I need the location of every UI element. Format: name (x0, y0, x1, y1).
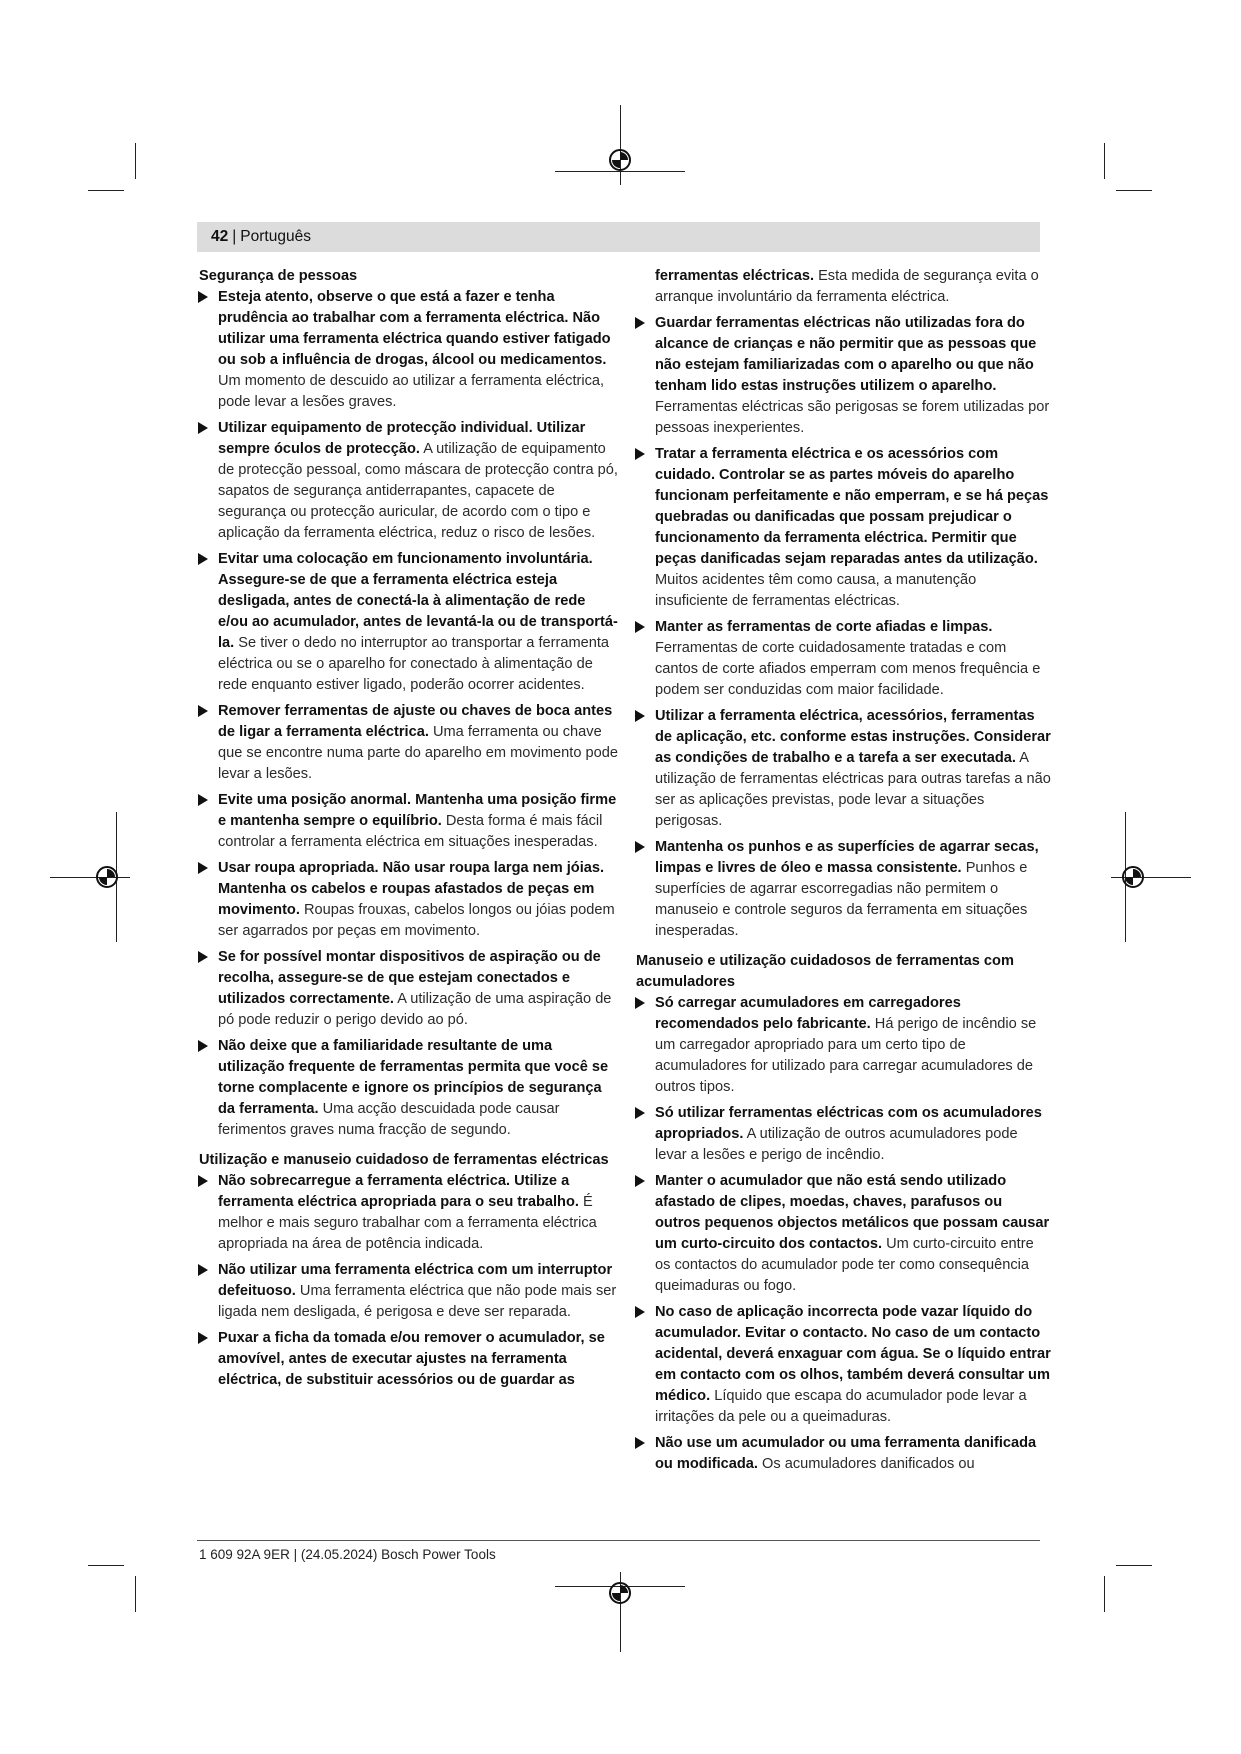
bullet-triangle-icon (198, 1332, 208, 1344)
right-column (636, 266, 1051, 1480)
item-bold-text: Guardar ferramentas eléctricas não utilizadas fora do alcance de crianças e não permitir que as pessoas que não estejam familiarizadas com o aparelho ou que não tenham lido estas instruções utilizem o aparelho. (655, 315, 1037, 394)
list-item (199, 858, 619, 942)
item-text: Os acumuladores danificados ou (762, 1456, 975, 1472)
bullet-triangle-icon (198, 794, 208, 806)
item-bold-text: Puxar a ficha da tomada e/ou remover o acumulador, se amovível, antes de executar ajustes na ferramenta eléctrica, de substituir acessórios ou de guardar as (218, 1330, 605, 1388)
bullet-triangle-icon (635, 1437, 645, 1449)
item-bold-text: Evite uma posição anormal. Mantenha uma posição firme e mantenha sempre o equilíbrio. (218, 792, 617, 829)
section-title: Manuseio e utilização cuidadosos de ferramentas com acumuladores (636, 953, 1014, 990)
item-bold-text: Não deixe que a familiaridade resultante de uma utilização frequente de ferramentas permita que você se torne complacente e ignore os princípios de segurança da ferramenta. (218, 1038, 609, 1117)
bullet-triangle-icon (198, 862, 208, 874)
item-bold-text: No caso de aplicação incorrecta pode vazar líquido do acumulador. Evitar o contacto. No caso de um contacto acidental, deverá enxaguar com água. Se o líquido entrar em contacto com os olhos, também deverá consultar um médico. (655, 1304, 1051, 1404)
crop-mark (1104, 1576, 1105, 1612)
item-text: É melhor e mais seguro trabalhar com a ferramenta eléctrica apropriada na área de potência indicada. (218, 1194, 597, 1252)
item-bold-text: Não utilizar uma ferramenta eléctrica com um interruptor defeituoso. (218, 1262, 613, 1299)
bullet-triangle-icon (635, 448, 645, 460)
list-item (636, 1171, 1051, 1297)
registration-line (620, 105, 621, 185)
bullet-triangle-icon (635, 997, 645, 1009)
list-item (199, 1171, 619, 1255)
section-title: Utilização e manuseio cuidadoso de ferramentas eléctricas (199, 1152, 609, 1168)
item-bold-text: Se for possível montar dispositivos de aspiração ou de recolha, assegure-se de que estejam conectados e utilizados correctamente. (218, 949, 601, 1007)
footer-text: 1 609 92A 9ER | (24.05.2024) Bosch Power Tools (199, 1547, 496, 1562)
page-header (197, 222, 1040, 252)
list-item (636, 837, 1051, 942)
item-bold-text: Tratar a ferramenta eléctrica e os acessórios com cuidado. Controlar se as partes móveis do aparelho funcionam perfeitamente e não emperram, e se há peças quebradas ou danificadas que possam prejudicar o funcionamento da ferramenta eléctrica. Permitir que peças danificadas sejam reparadas antes da utilização. (655, 446, 1049, 567)
item-text: A utilização de ferramentas eléctricas para outras tarefas a não ser as aplicações previstas, pode levar a situações perigosas. (655, 750, 1051, 829)
item-bold-text: Utilizar equipamento de protecção individual. Utilizar sempre óculos de protecção. (218, 420, 586, 457)
list-item (636, 313, 1051, 439)
item-bold-text: Só utilizar ferramentas eléctricas com os acumuladores apropriados. (655, 1105, 1042, 1142)
item-text: Muitos acidentes têm como causa, a manutenção insuficiente de ferramentas eléctricas. (655, 572, 977, 609)
page-number: 42 (211, 228, 229, 245)
list-item (636, 617, 1051, 701)
registration-mark-icon (607, 147, 633, 173)
list-item (636, 993, 1051, 1098)
crop-mark (135, 1576, 136, 1612)
continued-paragraph (636, 266, 1051, 308)
item-bold-text: Manter o acumulador que não está sendo utilizado afastado de clipes, moedas, chaves, parafusos ou outros pequenos objectos metálicos que possam causar um curto-circuito dos contactos. (655, 1173, 1050, 1252)
item-bold-text: ferramentas eléctricas. (655, 268, 815, 284)
list-item (199, 1260, 619, 1323)
item-text: A utilização de equipamento de protecção pessoal, como máscara de protecção contra pó, sapatos de segurança antiderrapantes, capacete de segurança ou protecção auricular, de acordo com o tipo e aplicação da ferramenta eléctrica, reduz o risco de lesões. (218, 441, 618, 541)
item-text: A utilização de uma aspiração de pó pode reduzir o perigo devido ao pó. (218, 991, 612, 1028)
item-bold-text: Não sobrecarregue a ferramenta eléctrica. Utilize a ferramenta eléctrica apropriada para o seu trabalho. (218, 1173, 579, 1210)
bullet-triangle-icon (635, 1175, 645, 1187)
bullet-triangle-icon (198, 1175, 208, 1187)
list-item (199, 418, 619, 544)
list-item (199, 287, 619, 413)
item-text: A utilização de outros acumuladores pode levar a lesões e perigo de incêndio. (655, 1126, 1018, 1163)
bullet-triangle-icon (635, 1306, 645, 1318)
bullet-triangle-icon (198, 1264, 208, 1276)
item-text: Líquido que escapa do acumulador pode levar a irritações da pele ou a queimaduras. (655, 1388, 1027, 1425)
item-text: Uma ferramenta ou chave que se encontre numa parte do aparelho em movimento pode levar a lesões. (218, 724, 618, 782)
header-separator: | (232, 228, 237, 245)
crop-mark (135, 143, 136, 179)
list-item (636, 1103, 1051, 1166)
item-text: Roupas frouxas, cabelos longos ou jóias podem ser agarrados por peças em movimento. (218, 902, 615, 939)
section-title: Segurança de pessoas (199, 268, 358, 284)
crop-mark (1116, 190, 1152, 191)
registration-mark-icon (607, 1580, 633, 1606)
list-item (199, 1328, 619, 1391)
list-item (636, 706, 1051, 832)
registration-mark-icon (94, 864, 120, 890)
bullet-triangle-icon (635, 710, 645, 722)
bullet-triangle-icon (635, 1107, 645, 1119)
item-text: Ferramentas eléctricas são perigosas se forem utilizadas por pessoas inexperientes. (655, 399, 1050, 436)
bullet-triangle-icon (635, 841, 645, 853)
bullet-triangle-icon (635, 621, 645, 633)
list-item (199, 549, 619, 696)
header-language: Português (240, 228, 311, 245)
bullet-triangle-icon (198, 553, 208, 565)
list-item (199, 701, 619, 785)
list-item (199, 1036, 619, 1141)
item-text: Punhos e superfícies de agarrar escorregadias não permitem o manuseio e controle seguros da ferramenta em situações inesperadas. (655, 860, 1028, 939)
item-bold-text: Não use um acumulador ou uma ferramenta danificada ou modificada. (655, 1435, 1037, 1472)
left-column (199, 266, 619, 1396)
item-bold-text: Utilizar a ferramenta eléctrica, acessórios, ferramentas de aplicação, etc. conforme estas instruções. Considerar as condições de trabalho e a tarefa a ser executada. (655, 708, 1051, 766)
registration-mark-icon (1120, 864, 1146, 890)
item-text: Há perigo de incêndio se um carregador apropriado para um certo tipo de acumuladores for utilizado para carregar acumuladores de outros tipos. (655, 1016, 1037, 1095)
item-bold-text: Usar roupa apropriada. Não usar roupa larga nem jóias. Mantenha os cabelos e roupas afastados de peças em movimento. (218, 860, 605, 918)
item-text: Se tiver o dedo no interruptor ao transportar a ferramenta eléctrica ou se o aparelho for conectado à alimentação de rede enquanto estiver ligado, poderão ocorrer acidentes. (218, 635, 610, 693)
list-item (199, 947, 619, 1031)
item-bold-text: Evitar uma colocação em funcionamento involuntária. Assegure-se de que a ferramenta eléctrica esteja desligada, antes de conectá-la à alimentação de rede e/ou ao acumulador, antes de levantá-la ou de transportá-la. (218, 551, 618, 651)
item-bold-text: Remover ferramentas de ajuste ou chaves de boca antes de ligar a ferramenta eléctrica. (218, 703, 613, 740)
bullet-triangle-icon (198, 951, 208, 963)
item-text: Uma acção descuidada pode causar ferimentos graves numa fracção de segundo. (218, 1101, 560, 1138)
list-item (636, 444, 1051, 612)
item-bold-text: Esteja atento, observe o que está a fazer e tenha prudência ao trabalhar com a ferramenta eléctrica. Não utilizar uma ferramenta eléctrica quando estiver fatigado ou sob a influência de drogas, álcool ou medicamentos. (218, 289, 611, 368)
item-bold-text: Só carregar acumuladores em carregadores recomendados pelo fabricante. (655, 995, 961, 1032)
crop-mark (1116, 1565, 1152, 1566)
item-bold-text: Manter as ferramentas de corte afiadas e limpas. (655, 619, 993, 635)
item-text: Um momento de descuido ao utilizar a ferramenta eléctrica, pode levar a lesões graves. (218, 373, 605, 410)
footer-divider (197, 1540, 1040, 1541)
bullet-triangle-icon (635, 317, 645, 329)
crop-mark (88, 1565, 124, 1566)
item-text: Ferramentas de corte cuidadosamente tratadas e com cantos de corte afiados emperram com menos frequência e podem ser conduzidas com maior facilidade. (655, 640, 1041, 698)
bullet-triangle-icon (198, 291, 208, 303)
bullet-triangle-icon (198, 1040, 208, 1052)
item-text: Um curto-circuito entre os contactos do acumulador pode ter como consequência queimaduras ou fogo. (655, 1236, 1034, 1294)
crop-mark (88, 190, 124, 191)
list-item (199, 790, 619, 853)
crop-mark (1104, 143, 1105, 179)
item-text: Uma ferramenta eléctrica que não pode mais ser ligada nem desligada, é perigosa e deve ser reparada. (218, 1283, 617, 1320)
list-item (636, 1433, 1051, 1475)
item-text: Desta forma é mais fácil controlar a ferramenta eléctrica em situações inesperadas. (218, 813, 603, 850)
bullet-triangle-icon (198, 705, 208, 717)
list-item (636, 1302, 1051, 1428)
item-text: Esta medida de segurança evita o arranque involuntário da ferramenta eléctrica. (655, 268, 1039, 305)
item-bold-text: Mantenha os punhos e as superfícies de agarrar secas, limpas e livres de óleo e massa consistente. (655, 839, 1039, 876)
bullet-triangle-icon (198, 422, 208, 434)
